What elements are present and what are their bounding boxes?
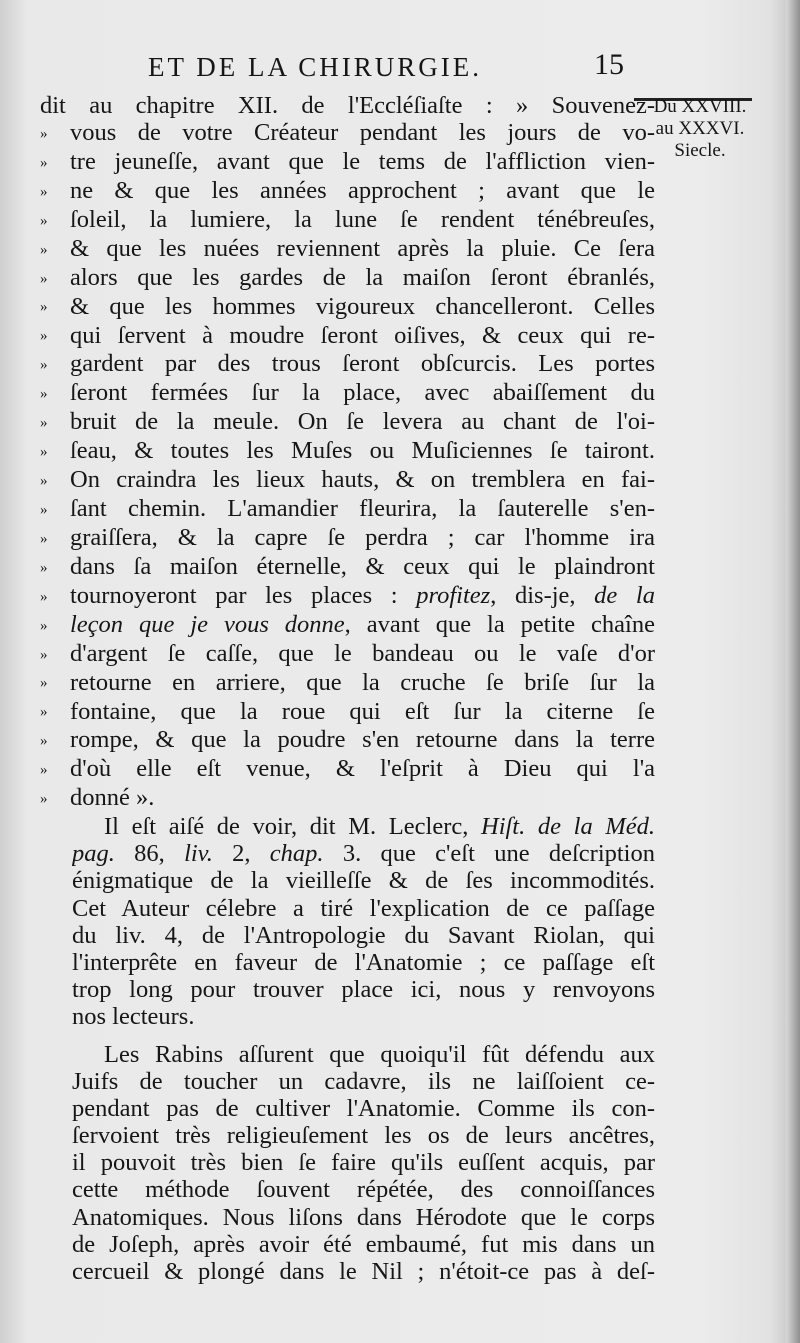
text-line: » & que les nuées reviennent après la pluie. Ce ſera <box>40 234 655 262</box>
text-line: il pouvoit très bien ſe faire qu'ils euſſent acquis, par <box>72 1149 655 1177</box>
quote-mark: » <box>40 386 48 403</box>
text-line: » leçon que je vous donne, avant que la petite chaîne <box>40 610 655 638</box>
quote-mark: » <box>40 472 48 489</box>
text-line: » ſant chemin. L'amandier fleurira, la ſauterelle s'en- <box>40 495 655 523</box>
text-line: pag. 86, liv. 2, chap. 3. que c'eſt une deſcription <box>72 840 655 868</box>
margin-note <box>636 96 764 162</box>
quote-mark: » <box>40 704 48 721</box>
text-line: » rompe, & que la poudre s'en retourne dans la terre <box>40 726 655 754</box>
quote-mark: » <box>40 791 48 808</box>
text-line: » tournoyeront par les places : profitez, dis-je, de la <box>40 581 655 609</box>
quote-mark: » <box>40 646 48 663</box>
text-line: » fontaine, que la roue qui eſt ſur la citerne ſe <box>40 697 655 725</box>
text-line: » & que les hommes vigoureux chancelleront. Celles <box>40 292 655 320</box>
quote-mark: » <box>40 415 48 432</box>
quote-mark: » <box>40 299 48 316</box>
quote-mark: » <box>40 762 48 779</box>
quote-mark: » <box>40 183 48 200</box>
text-line: Juifs de toucher un cadavre, ils ne laiſſoient ce- <box>72 1068 655 1096</box>
text-line: » On craindra les lieux hauts, & on tremblera en fai- <box>40 466 655 494</box>
running-title: ET DE LA CHIRURGIE. <box>148 52 482 82</box>
text-line: » qui ſervent à moudre ſeront oiſives, & ceux qui re- <box>40 321 655 349</box>
text-line: cercueil & plongé dans le Nil ; n'étoit-ce pas à deſ- <box>72 1257 655 1285</box>
text-line: » ſoleil, la lumiere, la lune ſe rendent ténébreuſes, <box>40 205 655 233</box>
text-line: » bruit de la meule. On ſe levera au chant de l'oi- <box>40 408 655 436</box>
text-line: » tre jeuneſſe, avant que le tems de l'affliction vien- <box>40 148 655 176</box>
text-line: » ſeau, & toutes les Muſes ou Muſiciennes ſe tairont. <box>40 437 655 465</box>
text-line: trop long pour trouver place ici, nous y renvoyons <box>72 975 655 1003</box>
text-line: » ſeront fermées ſur la place, avec abaiſſement du <box>40 379 655 407</box>
quote-mark: » <box>40 270 48 287</box>
text-line: » retourne en arriere, que la cruche ſe briſe ſur la <box>40 668 655 696</box>
text-line: ſervoient très religieuſement les os de leurs ancêtres, <box>72 1122 655 1150</box>
text-line: » d'où elle eſt venue, & l'eſprit à Dieu qui l'a <box>40 755 655 783</box>
text-line: » dans ſa maiſon éternelle, & ceux qui le plaindront <box>40 552 655 580</box>
paragraph-commentary <box>40 813 655 1030</box>
text-line: nos lecteurs. <box>72 1002 195 1030</box>
quote-mark: » <box>40 501 48 518</box>
text-line: Les Rabins aſſurent que quoiqu'il fût défendu aux <box>104 1040 655 1068</box>
quote-mark: » <box>40 588 48 605</box>
text-line: du liv. 4, de l'Antropologie du Savant Riolan, qui <box>72 921 655 949</box>
quote-mark: » <box>40 328 48 345</box>
text-line: Il eſt aiſé de voir, dit M. Leclerc, Hiſt. de la Méd. <box>104 813 655 841</box>
text-line: de Joſeph, après avoir été embaumé, fut mis dans un <box>72 1230 655 1258</box>
quote-mark: » <box>40 125 48 142</box>
text-line: dit au chapitre XII. de l'Eccléſiaſte : » Souvenez- <box>40 92 655 119</box>
paragraph-quotation <box>40 92 655 813</box>
quote-mark: » <box>40 617 48 634</box>
paragraph-rabbis <box>40 1041 655 1285</box>
text-line: » donné ». <box>40 784 155 812</box>
quote-mark: » <box>40 241 48 258</box>
quote-mark: » <box>40 559 48 576</box>
text-line: Cet Auteur célebre a tiré l'explication de ce paſſage <box>72 894 655 922</box>
body-text <box>40 92 655 1285</box>
quote-mark: » <box>40 357 48 374</box>
text-line: énigmatique de la vieilleſſe & de ſes incommodités. <box>72 867 655 895</box>
quote-mark: » <box>40 530 48 547</box>
text-line: Anatomiques. Nous liſons dans Hérodote que le corps <box>72 1203 655 1231</box>
text-line: » gardent par des trous ſeront obſcurcis. Les portes <box>40 350 655 378</box>
text-line: » vous de votre Créateur pendant les jours de vo- <box>40 119 655 147</box>
quote-mark: » <box>40 154 48 171</box>
text-line: » ne & que les années approchent ; avant que le <box>40 176 655 204</box>
text-line: pendant pas de cultiver l'Anatomie. Comme ils con- <box>72 1095 655 1123</box>
margin-note-line: Siecle. <box>674 140 726 161</box>
text-line: cette méthode ſouvent répétée, des connoiſſances <box>72 1176 655 1204</box>
quote-mark: » <box>40 675 48 692</box>
margin-note-line: Du XXVIII. <box>653 96 747 117</box>
text-line: » graiſſera, & la capre ſe perdra ; car l'homme ira <box>40 524 655 551</box>
quote-mark: » <box>40 212 48 229</box>
text-line: » d'argent ſe caſſe, que le bandeau ou le vaſe d'or <box>40 639 655 667</box>
text-line: l'interprête en faveur de l'Anatomie ; ce paſſage eſt <box>72 948 655 976</box>
quote-mark: » <box>40 733 48 750</box>
margin-note-line: au XXXVI. <box>655 118 745 139</box>
quote-mark: » <box>40 444 48 461</box>
text-line: » alors que les gardes de la maiſon ſeront ébranlés, <box>40 263 655 291</box>
page-number: 15 <box>594 48 624 81</box>
